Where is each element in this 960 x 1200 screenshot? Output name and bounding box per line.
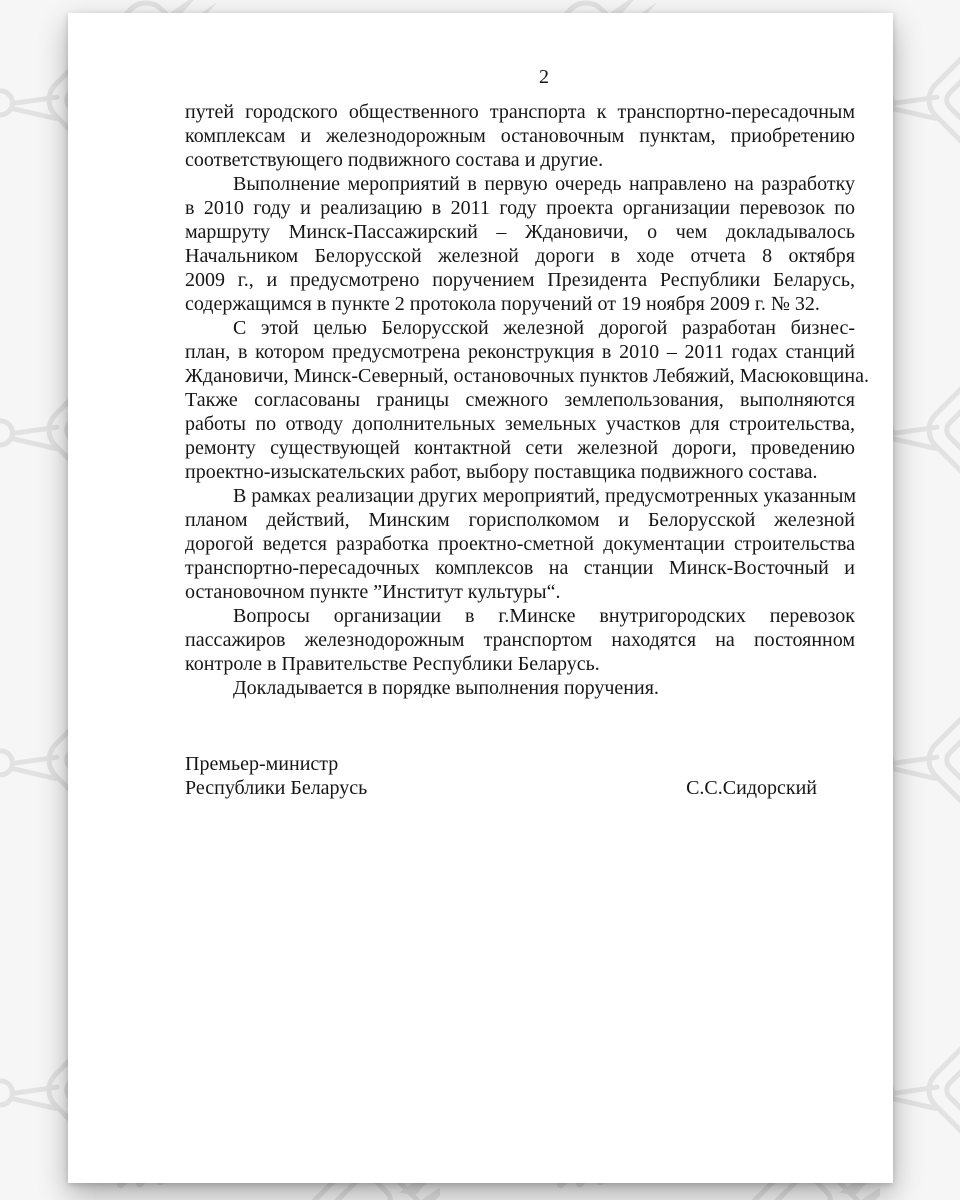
text-line: пассажиров железнодорожным транспортом находятся на постоянном (185, 629, 855, 651)
signer-title-line1: Премьер-министр (185, 753, 339, 775)
text-line: содержащимся в пункте 2 протокола поручений от 19 ноября 2009 г. № 32. (185, 293, 820, 315)
text-line: планом действий, Минским горисполкомом и Белорусской железной (185, 509, 855, 531)
text-line: работы по отводу дополнительных земельных участков для строительства, (185, 413, 855, 435)
text-line: в 2010 году и реализацию в 2011 году проекта организации перевозок по (185, 197, 855, 219)
text-line: В рамках реализации других мероприятий, предусмотренных указанным (233, 485, 857, 507)
text-line: Докладывается в порядке выполнения поручения. (233, 677, 659, 699)
text-line: дорогой ведется разработка проектно-сметной документации строительства (185, 533, 855, 555)
text-line: Также согласованы границы смежного землепользования, выполняются (185, 389, 855, 411)
page-content (68, 13, 893, 800)
paragraph-6 (185, 676, 855, 700)
text-line: путей городского общественного транспорта к транспортно-пересадочным (185, 101, 855, 123)
signer-name: С.С.Сидорский (686, 777, 817, 799)
text-line: Ждановичи, Минск-Северный, остановочных пунктов Лебяжий, Масюковщина. (185, 365, 869, 387)
text-line: транспортно-пересадочных комплексов на станции Минск-Восточный и (185, 557, 855, 579)
text-line: Начальником Белорусской железной дороги в ходе отчета 8 октября (185, 245, 855, 267)
page-number: 2 (539, 66, 549, 88)
paragraph-2 (185, 172, 855, 316)
signer-title (185, 752, 367, 800)
document-page (68, 13, 893, 1183)
text-line: комплексам и железнодорожным остановочным пунктам, приобретению (185, 125, 855, 147)
text-line: остановочном пункте ”Институт культуры“. (185, 581, 561, 603)
paragraph-4 (185, 484, 855, 604)
paragraph-1 (185, 100, 855, 172)
paragraph-5 (185, 604, 855, 676)
text-line: маршруту Минск-Пассажирский – Ждановичи, о чем докладывалось (185, 221, 855, 243)
text-line: план, в котором предусмотрена реконструкция в 2010 – 2011 годах станций (185, 341, 855, 363)
text-line: соответствующего подвижного состава и другие. (185, 149, 604, 171)
text-line: ремонту существующей контактной сети железной дороги, проведению (185, 437, 855, 459)
signature-block (185, 752, 855, 800)
text-line: проектно-изыскательских работ, выбору поставщика подвижного состава. (185, 461, 818, 483)
paragraph-3 (185, 316, 869, 484)
text-line: 2009 г., и предусмотрено поручением Президента Республики Беларусь, (185, 269, 855, 291)
text-line: Вопросы организации в г.Минске внутригородских перевозок (233, 605, 855, 627)
text-line: С этой целью Белорусской железной дорогой разработан бизнес- (233, 317, 855, 339)
text-line: контроле в Правительстве Республики Беларусь. (185, 653, 600, 675)
signer-title-line2: Республики Беларусь (185, 777, 368, 799)
text-line: Выполнение мероприятий в первую очередь направлено на разработку (233, 173, 855, 195)
